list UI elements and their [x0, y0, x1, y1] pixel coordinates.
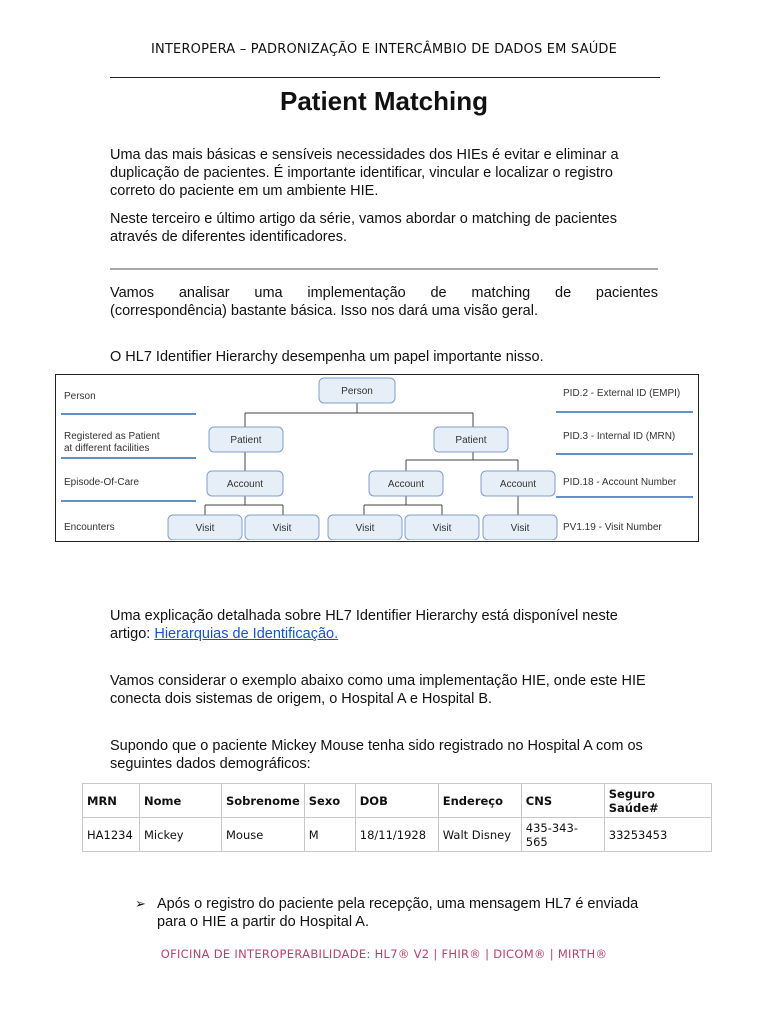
svg-text:Account: Account [226, 479, 264, 490]
identifier-hierarchy-diagram [55, 374, 699, 542]
node-visit [328, 515, 402, 540]
identifier-pv119: PV1.19 - Visit Number [563, 522, 662, 533]
level-person-label: Person [64, 391, 96, 402]
level-encounter-label: Encounters [64, 522, 115, 533]
node-visit [405, 515, 479, 540]
bullet-item [135, 895, 660, 931]
svg-text:Visit: Visit [355, 523, 375, 534]
node-visit [245, 515, 319, 540]
column-header: DOB [355, 784, 438, 818]
node-visit [168, 515, 242, 540]
table-cell: HA1234 [83, 818, 140, 852]
column-header: Sexo [304, 784, 355, 818]
hie-example-paragraph: Vamos considerar o exemplo abaixo como uma implementação HIE, onde este HIE conecta dois sistemas de origem, o Hospital A e Hospital B. [110, 673, 646, 707]
node-visit [483, 515, 557, 540]
column-header: Endereço [438, 784, 521, 818]
hierarchy-svg [56, 375, 697, 540]
intro-paragraph: Uma das mais básicas e sensíveis necessidades dos HIEs é evitar e eliminar a duplicação de pacientes. É importante identificar, vincular e localizar o registro correto do paciente em um ambiente HIE. [110, 147, 619, 199]
registration-paragraph: Supondo que o paciente Mickey Mouse tenha sido registrado no Hospital A com os seguintes dados demográficos: [110, 738, 643, 772]
page-title: Patient Matching [279, 86, 488, 116]
analysis-paragraph-line2: (correspondência) bastante básica. Isso nos dará uma visão geral. [110, 303, 538, 319]
identifier-pid3: PID.3 - Internal ID (MRN) [563, 431, 676, 442]
svg-text:Account: Account [499, 479, 537, 490]
node-account [207, 471, 283, 496]
identifier-pid2: PID.2 - External ID (EMPI) [563, 388, 681, 399]
svg-text:Patient: Patient [455, 435, 487, 446]
level-episode-label: Episode-Of-Care [64, 477, 140, 488]
analysis-paragraph-line1: Vamos analisar uma implementação de matching de pacientes [110, 285, 658, 301]
explanation-text: Uma explicação detalhada sobre HL7 Identifier Hierarchy está disponível neste artigo: [110, 608, 618, 642]
document-header: INTEROPERA – PADRONIZAÇÃO E INTERCÂMBIO DE DADOS EM SAÚDE [150, 42, 618, 57]
identifier-pid18: PID.18 - Account Number [563, 477, 677, 488]
table-cell: 33253453 [604, 818, 711, 852]
svg-text:Visit: Visit [432, 523, 452, 534]
hierarchy-paragraph: O HL7 Identifier Hierarchy desempenha um papel importante nisso. [110, 349, 544, 365]
explanation-paragraph [110, 607, 658, 643]
level-patient-label: Registered as Patient at different facilities [64, 431, 160, 454]
hierarchy-article-link[interactable]: Hierarquias de Identificação. [154, 626, 339, 642]
node-patient [434, 427, 508, 452]
column-header: CNS [521, 784, 604, 818]
column-header: Seguro Saúde# [604, 784, 711, 818]
document-footer: OFICINA DE INTEROPERABILIDADE: HL7® V2 | FHIR® | DICOM® | MIRTH® [160, 947, 608, 961]
svg-text:Account: Account [387, 479, 425, 490]
arrow-right-icon: ➢ [135, 896, 146, 911]
table-cell: 18/11/1928 [355, 818, 438, 852]
table-row [83, 818, 712, 852]
table-cell: Walt Disney [438, 818, 521, 852]
table-header-row [83, 784, 712, 818]
node-account [369, 471, 443, 496]
series-paragraph: Neste terceiro e último artigo da série, vamos abordar o matching de pacientes através de diferentes identificadores. [110, 211, 617, 245]
svg-text:Patient: Patient [230, 435, 262, 446]
svg-text:Person: Person [341, 386, 373, 397]
table-cell: Mouse [222, 818, 305, 852]
header-divider [110, 77, 660, 78]
demographics-table [82, 783, 712, 852]
column-header: Nome [140, 784, 222, 818]
node-account [481, 471, 555, 496]
section-divider [110, 268, 658, 270]
hierarchy-connectors [205, 403, 518, 515]
column-header: MRN [83, 784, 140, 818]
table-cell: Mickey [140, 818, 222, 852]
bullet-text: Após o registro do paciente pela recepção, uma mensagem HL7 é enviada para o HIE a partir do Hospital A. [157, 896, 639, 930]
svg-text:Visit: Visit [510, 523, 530, 534]
table-cell: 435-343-565 [521, 818, 604, 852]
node-person [319, 378, 395, 403]
table-cell: M [304, 818, 355, 852]
node-patient [209, 427, 283, 452]
svg-text:Visit: Visit [272, 523, 292, 534]
column-header: Sobrenome [222, 784, 305, 818]
svg-text:Visit: Visit [195, 523, 215, 534]
